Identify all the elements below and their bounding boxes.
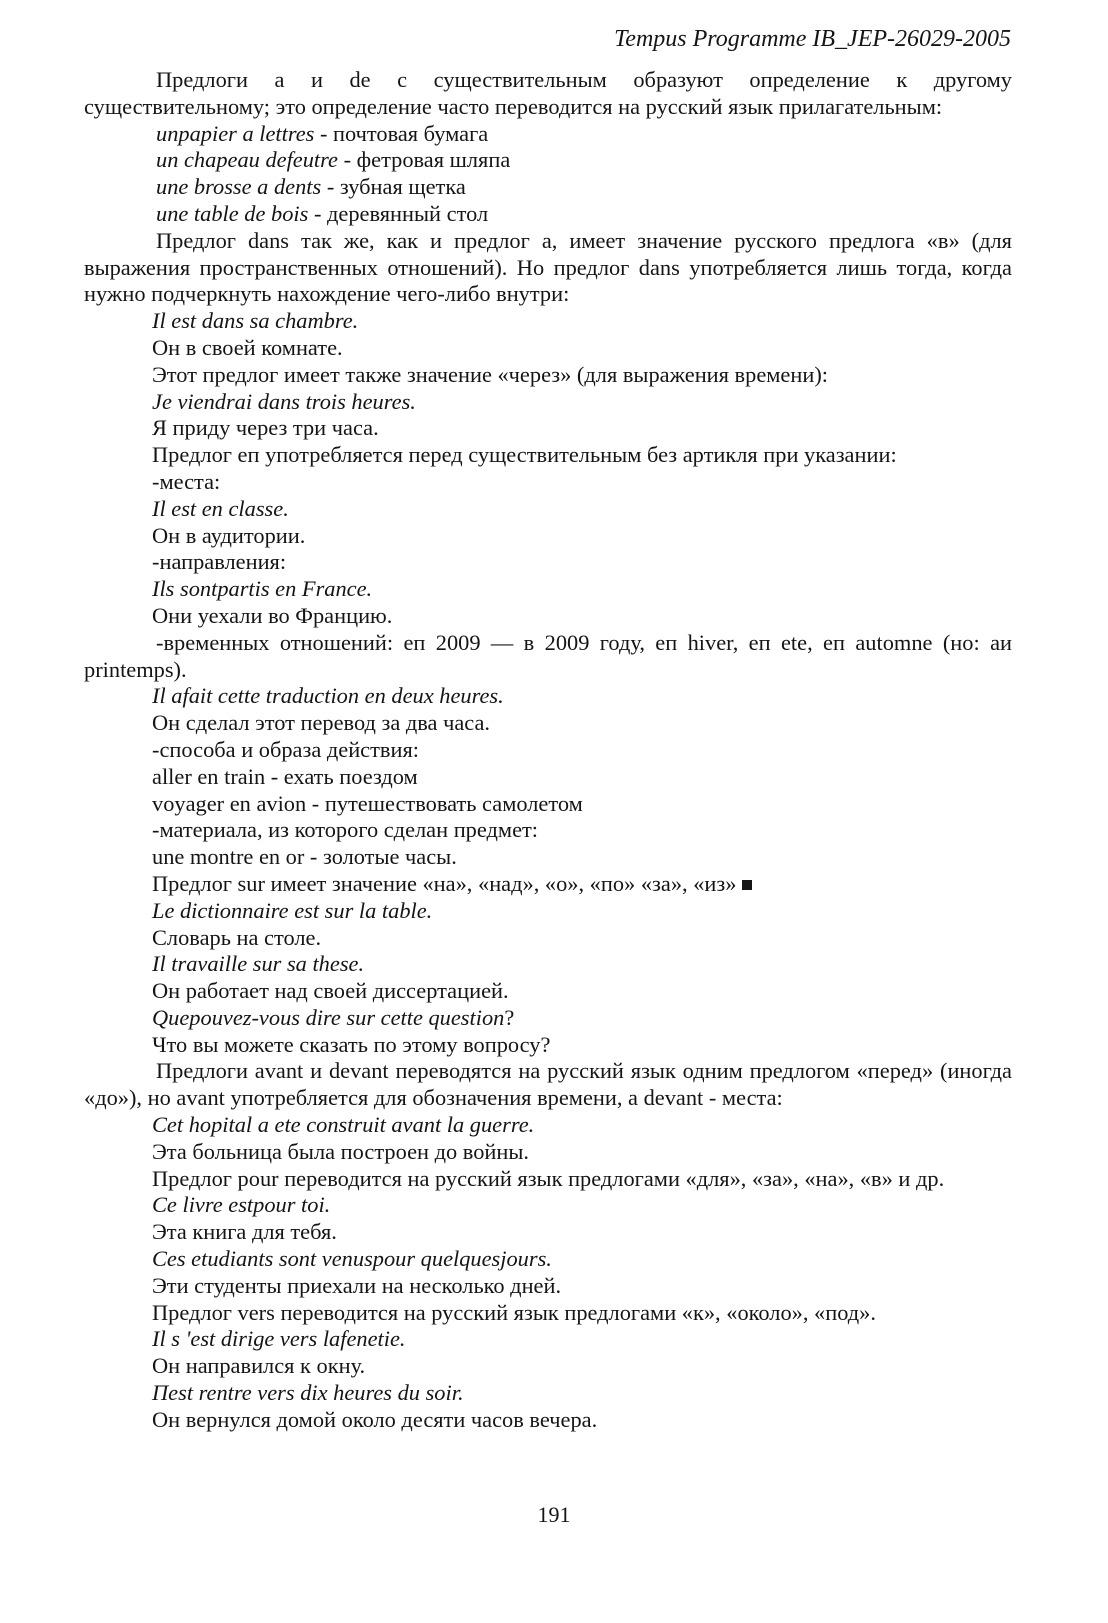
russian-translation: Эта больница была построен до войны. [152,1138,530,1164]
russian-translation: Он в аудитории. [152,522,306,548]
french-example: Quepouvez-vous dire sur cette question [152,1004,505,1030]
french-example: Il est dans sa chambre. [152,308,359,334]
russian-translation: Он работает над своей диссертацией. [152,978,509,1004]
french-example: un chapeau defeutre [156,147,338,173]
example-line [84,121,1012,148]
french-example: Il s 'est dirige vers lafenetie. [152,1326,406,1352]
text-line: Предлог vers переводится на русский язык предлогами «к», «около», «под». [152,1299,876,1325]
russian-translation: - фетровая шляпа [337,147,511,173]
french-example: Ce livre estpour toi. [152,1192,331,1218]
russian-translation: Он в своей комнате. [152,334,343,360]
french-example: une table de bois [156,200,309,226]
russian-translation: Я приду через три часа. [152,415,379,441]
russian-translation: Словарь на столе. [152,924,322,950]
french-example: Пest rentre vers dix heures du soir. [152,1380,464,1406]
text-line: Этот предлог имеет также значение «через» (для выражения времени): [152,361,829,387]
text-line: aller en train - ехать поездом [152,763,418,789]
page-number: 191 [537,1502,571,1527]
russian-translation: Он сделал этот перевод за два часа. [152,710,491,736]
russian-translation: Эти студенты приехали на несколько дней. [152,1272,562,1298]
russian-translation: Он вернулся домой около десяти часов вечера. [152,1406,598,1432]
example-line [84,174,1012,201]
russian-translation: - зубная щетка [321,174,466,200]
russian-translation: Они уехали во Францию. [152,602,393,628]
text-line: -способа и образа действия: [152,736,419,762]
french-example: Il afait cette traduction en deux heures. [152,683,504,709]
text-span: Предлог sur имеет значение «на», «над», «о», «по» «за», «из» [152,870,743,896]
question-mark: ? [504,1004,515,1030]
text-line: -места: [152,468,221,494]
russian-translation: Он направился к окну. [152,1353,366,1379]
text-line: une montre en or - золотые часы. [152,844,457,870]
example-line [84,147,1012,174]
french-example: Le dictionnaire est sur la table. [152,897,433,923]
russian-translation: Эта книга для тебя. [152,1219,337,1245]
text-line: -направления: [152,549,287,575]
page-body [84,67,1012,1434]
text-line: -материала, из которого сделан предмет: [152,817,539,843]
text-line: Предлог pour переводится на русский язык предлогами «для», «за», «на», «в» и др. [152,1165,945,1191]
french-example: unpapier a lettres [156,120,315,146]
paragraph: Предлоги avant и devant переводятся на русский язык одним предлогом «перед» (иногда «до»), но avant употребляется для обозначения времени, а devant - места: [84,1058,1012,1111]
running-header: Tempus Programme IB_JEP-26029-2005 [614,26,1011,52]
french-example: une brosse a dents [156,174,322,200]
text-line: voyager en avion - путешествовать самолетом [152,790,583,816]
square-bullet-icon [742,880,752,890]
french-example: Je viendrai dans trois heures. [152,388,416,414]
text-line: Предлог еп употребляется перед существительным без артикля при указании: [152,442,897,468]
paragraph: -временных отношений: еп 2009 — в 2009 году, еп hiver, еп ete, еп automne (но: аи printemps). [84,629,1012,682]
french-example: Il travaille sur sa these. [152,951,365,977]
example-line [84,201,1012,228]
paragraph: Предлоги а и de с существительным образуют определение к другому существительному; это определение часто переводится на русский язык прилагательным: [84,67,1012,119]
french-example: Ces etudiants sont venuspour quelquesjours. [152,1246,552,1272]
text-line [84,871,1012,898]
french-example: Il est en classe. [152,495,289,521]
russian-translation: - деревянный стол [308,200,489,226]
russian-translation: Что вы можете сказать по этому вопросу? [152,1031,551,1057]
russian-translation: - почтовая бумага [314,120,489,146]
french-example: Cet hopital a ete construit avant la guerre. [152,1112,535,1138]
paragraph: Предлог dans так же, как и предлог а, имеет значение русского предлога «в» (для выражения пространственных отношений). Но предлог dans употребляется лишь тогда, когда нужно подчеркнуть нахождение чего-либо внутри: [84,227,1012,307]
example-line [84,1005,1012,1032]
french-example: Ils sontpartis en France. [152,576,373,602]
